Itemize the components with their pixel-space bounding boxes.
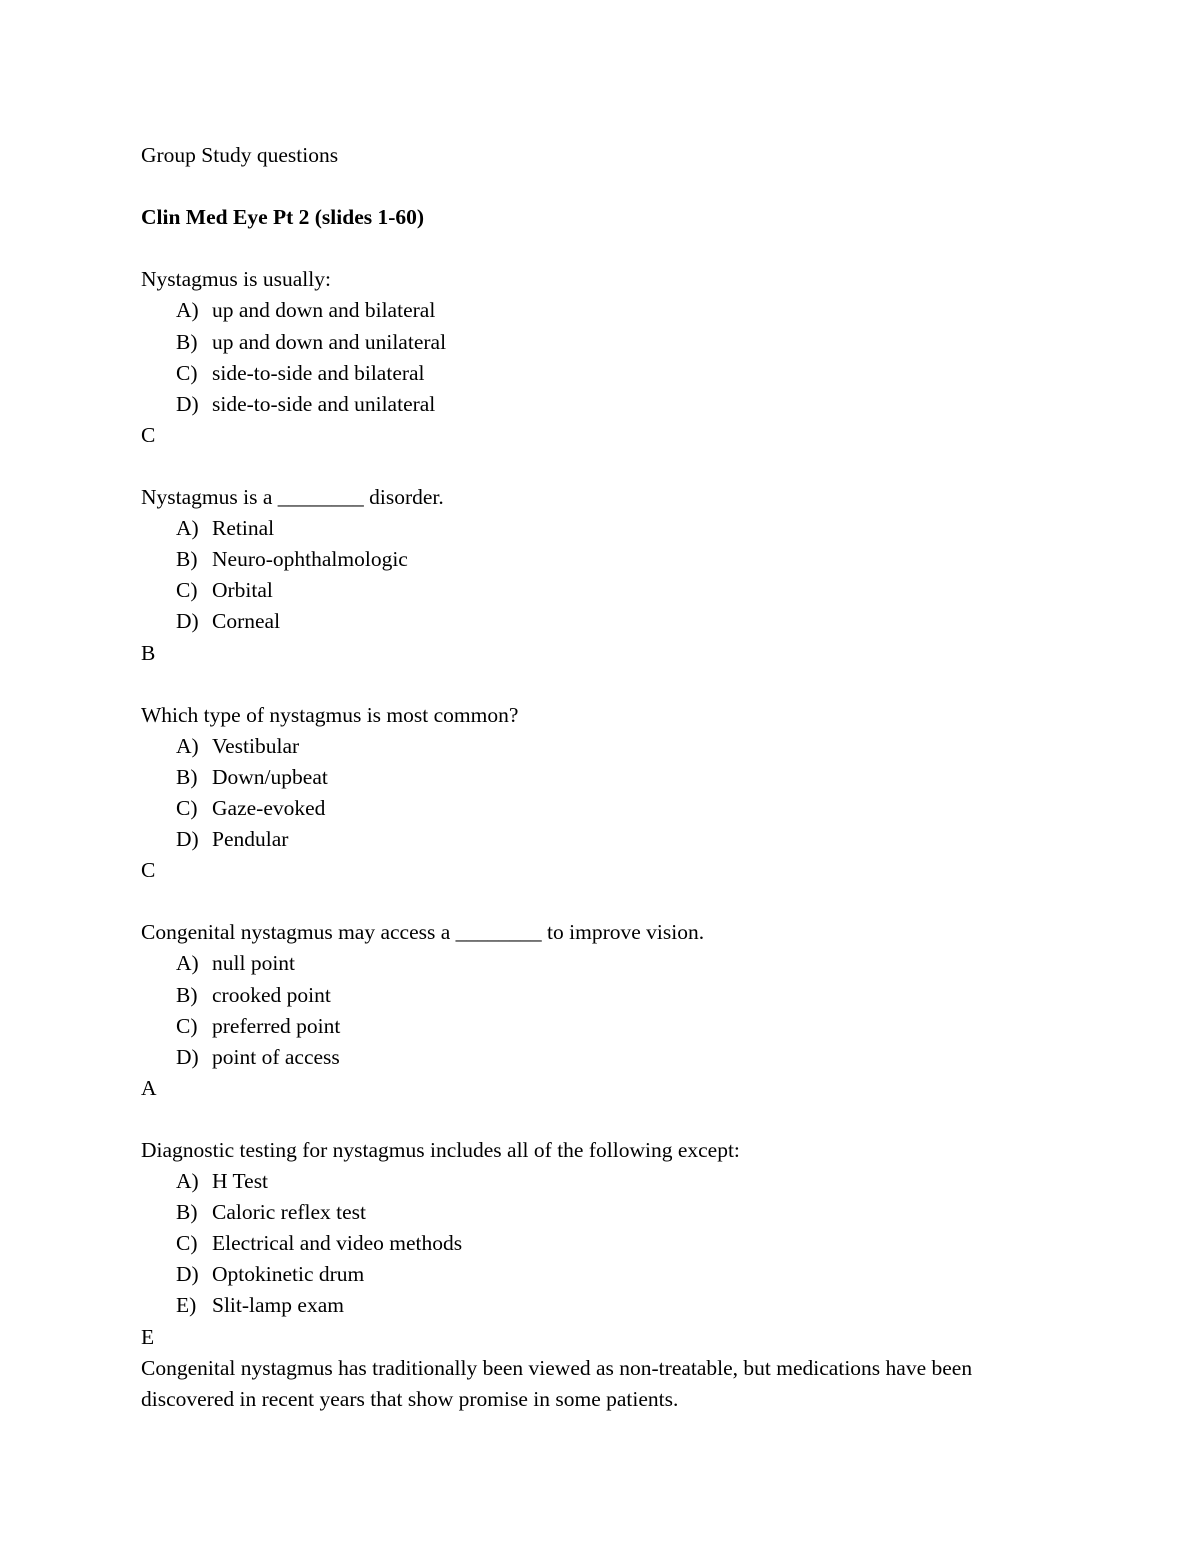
option-text: crooked point bbox=[212, 982, 331, 1007]
option-text: up and down and unilateral bbox=[212, 329, 447, 354]
answer-explanation: Congenital nystagmus has traditionally been viewed as non-treatable, but medications have been discovered in recent years that show promise in some patients. bbox=[141, 1355, 973, 1411]
option-text: Retinal bbox=[212, 516, 275, 541]
answer-option bbox=[141, 731, 1061, 762]
spacer bbox=[141, 171, 1061, 202]
answer-option bbox=[141, 1197, 1061, 1228]
option-text: Orbital bbox=[212, 578, 273, 603]
option-text: side-to-side and bilateral bbox=[212, 360, 425, 385]
answer-option bbox=[141, 358, 1061, 389]
question-prompt: Which type of nystagmus is most common? bbox=[141, 702, 519, 727]
spacer bbox=[141, 669, 1061, 700]
option-text: Slit-lamp exam bbox=[212, 1293, 344, 1318]
option-letter: D) bbox=[176, 391, 199, 416]
option-text: Vestibular bbox=[212, 733, 300, 758]
answer-option bbox=[141, 1290, 1061, 1321]
spacer bbox=[141, 451, 1061, 482]
question-block bbox=[141, 1135, 1061, 1415]
answer-option bbox=[141, 1259, 1061, 1290]
answer-option bbox=[141, 606, 1061, 637]
answer-option bbox=[141, 1228, 1061, 1259]
question-block bbox=[141, 700, 1061, 887]
answer-option bbox=[141, 327, 1061, 358]
option-letter: A) bbox=[176, 733, 199, 758]
option-letter: A) bbox=[176, 516, 199, 541]
option-text: Neuro-ophthalmologic bbox=[212, 547, 408, 572]
question-prompt: Congenital nystagmus may access a ________ to improve vision. bbox=[141, 920, 705, 945]
spacer bbox=[141, 1104, 1061, 1135]
option-text: Corneal bbox=[212, 609, 281, 634]
spacer bbox=[141, 886, 1061, 917]
option-letter: A) bbox=[176, 1169, 199, 1194]
option-letter: C) bbox=[176, 1231, 198, 1256]
option-letter: D) bbox=[176, 827, 199, 852]
option-letter: D) bbox=[176, 1044, 199, 1069]
answer-key: C bbox=[141, 422, 156, 447]
answer-option bbox=[141, 793, 1061, 824]
spacer bbox=[141, 233, 1061, 264]
question-prompt: Nystagmus is a ________ disorder. bbox=[141, 485, 444, 510]
option-letter: C) bbox=[176, 578, 198, 603]
option-letter: B) bbox=[176, 329, 198, 354]
answer-option bbox=[141, 544, 1061, 575]
answer-option bbox=[141, 1042, 1061, 1073]
answer-option bbox=[141, 1166, 1061, 1197]
question-prompt: Nystagmus is usually: bbox=[141, 267, 331, 292]
answer-option bbox=[141, 980, 1061, 1011]
document-heading: Group Study questions bbox=[141, 143, 339, 167]
option-letter: D) bbox=[176, 609, 199, 634]
option-text: side-to-side and unilateral bbox=[212, 391, 436, 416]
option-letter: C) bbox=[176, 360, 198, 385]
document-title: Clin Med Eye Pt 2 (slides 1-60) bbox=[141, 205, 425, 230]
option-letter: B) bbox=[176, 1200, 198, 1225]
answer-option bbox=[141, 948, 1061, 979]
answer-option bbox=[141, 513, 1061, 544]
option-text: Electrical and video methods bbox=[212, 1231, 463, 1256]
answer-option bbox=[141, 295, 1061, 326]
question-block bbox=[141, 482, 1061, 669]
option-text: Optokinetic drum bbox=[212, 1262, 365, 1287]
option-text: up and down and bilateral bbox=[212, 298, 436, 323]
answer-option bbox=[141, 575, 1061, 606]
answer-key: B bbox=[141, 640, 156, 665]
answer-option bbox=[141, 389, 1061, 420]
option-text: Gaze-evoked bbox=[212, 795, 326, 820]
answer-key: E bbox=[141, 1324, 155, 1349]
option-text: null point bbox=[212, 951, 296, 976]
answer-option bbox=[141, 762, 1061, 793]
option-letter: A) bbox=[176, 951, 199, 976]
option-letter: B) bbox=[176, 982, 198, 1007]
document-body bbox=[141, 140, 1061, 1415]
question-prompt: Diagnostic testing for nystagmus includes all of the following except: bbox=[141, 1138, 740, 1162]
answer-option bbox=[141, 1011, 1061, 1042]
question-block bbox=[141, 264, 1061, 451]
option-text: H Test bbox=[212, 1169, 269, 1194]
option-letter: A) bbox=[176, 298, 199, 323]
option-letter: E) bbox=[176, 1293, 197, 1318]
option-text: preferred point bbox=[212, 1013, 341, 1038]
option-text: Down/upbeat bbox=[212, 764, 328, 789]
question-block bbox=[141, 917, 1061, 1104]
option-letter: B) bbox=[176, 547, 198, 572]
option-text: point of access bbox=[212, 1044, 340, 1069]
option-letter: C) bbox=[176, 795, 198, 820]
answer-key: C bbox=[141, 858, 156, 883]
answer-key: A bbox=[141, 1075, 157, 1100]
answer-option bbox=[141, 824, 1061, 855]
option-text: Caloric reflex test bbox=[212, 1200, 367, 1225]
option-letter: D) bbox=[176, 1262, 199, 1287]
option-letter: B) bbox=[176, 764, 198, 789]
option-text: Pendular bbox=[212, 827, 289, 852]
option-letter: C) bbox=[176, 1013, 198, 1038]
